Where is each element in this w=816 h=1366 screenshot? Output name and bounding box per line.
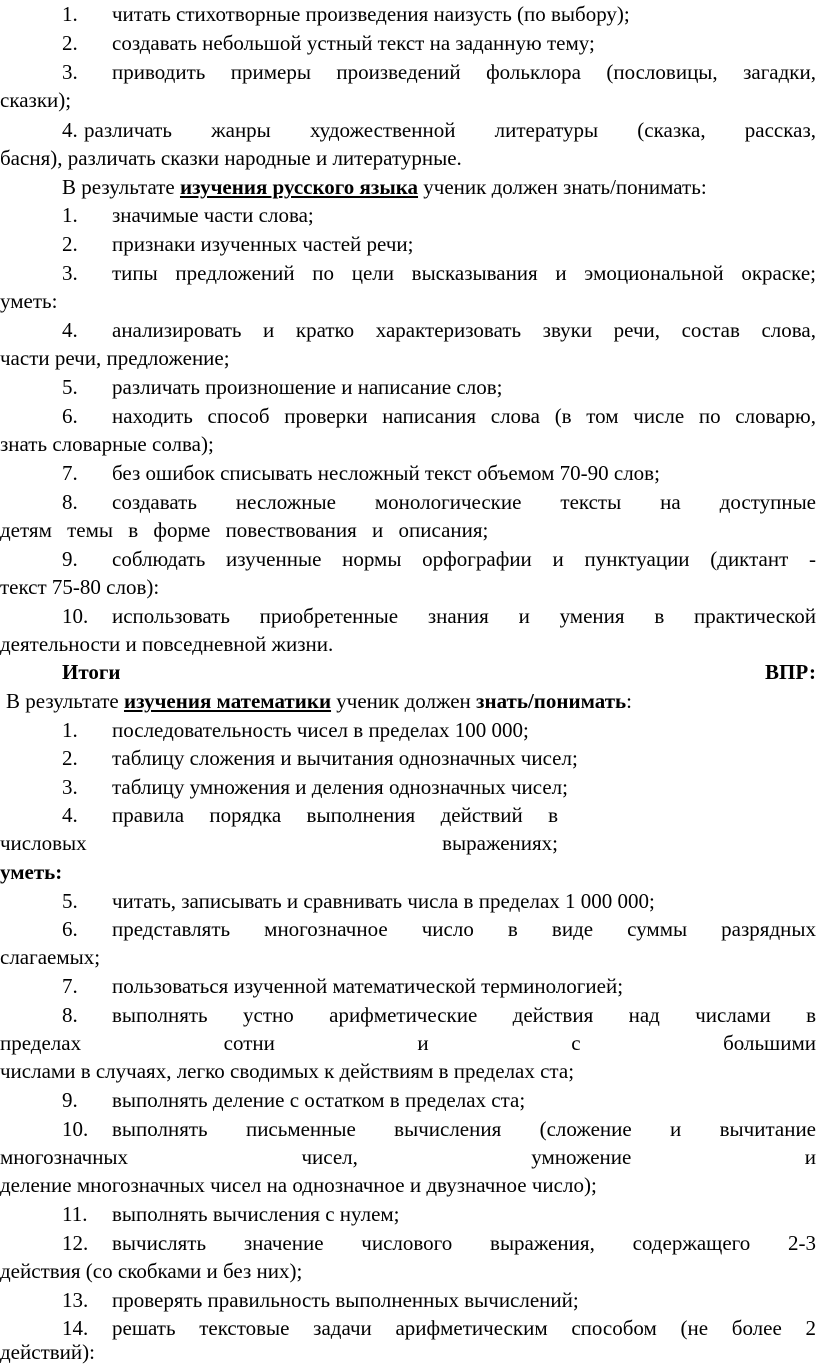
russian-subject: изучения русского языка	[179, 175, 419, 199]
list-item: 11. выполнять вычисления с нулем;	[62, 1202, 400, 1226]
math-subject: изучения математики	[123, 689, 332, 713]
list-item: 3. приводить примеры произведений фольклора (пословицы, загадки,	[62, 60, 816, 84]
list-item: 1. читать стихотворные произведения наизусть (по выбору);	[62, 2, 630, 26]
list-item: 8. выполнять устно арифметические действия над числами в	[62, 1003, 816, 1027]
list-item: 9. соблюдать изученные нормы орфографии и пунктуации (диктант -	[62, 547, 816, 571]
list-item-continuation: сказки);	[0, 88, 72, 112]
list-item: 8. создавать несложные монологические тексты на доступные	[62, 490, 816, 514]
list-item-continuation: части речи, предложение;	[0, 346, 230, 370]
list-item-continuation: деятельности и повседневной жизни.	[0, 632, 334, 656]
list-item-continuation: многозначных чисел, умножение и	[0, 1145, 816, 1169]
list-item: 2. создавать небольшой устный текст на заданную тему;	[62, 31, 595, 55]
list-item: 4. различать жанры художественной литературы (сказка, рассказ,	[62, 118, 816, 142]
list-item-continuation: уметь:	[0, 289, 58, 313]
list-item: 5. различать произношение и написание слов;	[62, 375, 503, 399]
list-item: 4. анализировать и кратко характеризовать звуки речи, состав слова,	[62, 318, 816, 342]
list-item-continuation: басня), различать сказки народные и литературные.	[0, 146, 462, 170]
list-item: 4. правила порядка выполнения действий в	[62, 803, 558, 827]
list-item: 6. находить способ проверки написания слова (в том числе по словарю,	[62, 404, 816, 428]
vpr-heading: Итоги ВПР:	[62, 660, 816, 684]
list-item: 13. проверять правильность выполненных вычислений;	[62, 1288, 579, 1312]
list-item-continuation: числовых выражениях;	[0, 831, 558, 855]
list-item: 1. значимые части слова;	[62, 203, 314, 227]
list-item-continuation: слагаемых;	[0, 945, 101, 969]
list-item: 1. последовательность чисел в пределах 100 000;	[62, 718, 529, 742]
list-item-continuation: знать словарные солва);	[0, 432, 214, 456]
math-intro: В результате изучения математики ученик должен знать/понимать:	[6, 689, 632, 713]
list-item-continuation: деление многозначных чисел на однозначное и двузначное число);	[0, 1173, 597, 1197]
list-item: 12. вычислять значение числового выражения, содержащего 2-3	[62, 1231, 816, 1255]
list-item: 10. использовать приобретенные знания и умения в практической	[62, 604, 816, 628]
list-item: 6. представлять многозначное число в виде суммы разрядных	[62, 917, 816, 941]
list-item-continuation: детям темы в форме повествования и описания;	[0, 518, 489, 542]
list-item-continuation: текст 75-80 слов):	[0, 575, 160, 599]
list-item: 3. таблицу умножения и деления однозначных чисел;	[62, 775, 568, 799]
list-item: 14. решать текстовые задачи арифметическим способом (не более 2	[62, 1316, 816, 1340]
list-item: 5. читать, записывать и сравнивать числа в пределах 1 000 000;	[62, 889, 655, 913]
list-item-continuation: числами в случаях, легко сводимых к действиям в пределах ста;	[0, 1059, 575, 1083]
section-label-umet: уметь:	[0, 860, 63, 884]
list-item: 2. признаки изученных частей речи;	[62, 232, 414, 256]
list-item: 9. выполнять деление с остатком в пределах ста;	[62, 1088, 526, 1112]
list-item: 2. таблицу сложения и вычитания однозначных чисел;	[62, 746, 578, 770]
russian-intro: В результате изучения русского языка ученик должен знать/понимать:	[62, 175, 707, 199]
list-item-continuation: пределах сотни и с большими	[0, 1031, 816, 1055]
list-item: 10. выполнять письменные вычисления (сложение и вычитание	[62, 1117, 816, 1141]
list-item: 7. без ошибок списывать несложный текст объемом 70-90 слов;	[62, 461, 660, 485]
list-item-continuation: действия (со скобками и без них);	[0, 1259, 303, 1283]
list-item: 7. пользоваться изученной математической терминологией;	[62, 974, 624, 998]
list-item-continuation: действий):	[0, 1340, 95, 1364]
list-item: 3. типы предложений по цели высказывания и эмоциональной окраске;	[62, 261, 816, 285]
